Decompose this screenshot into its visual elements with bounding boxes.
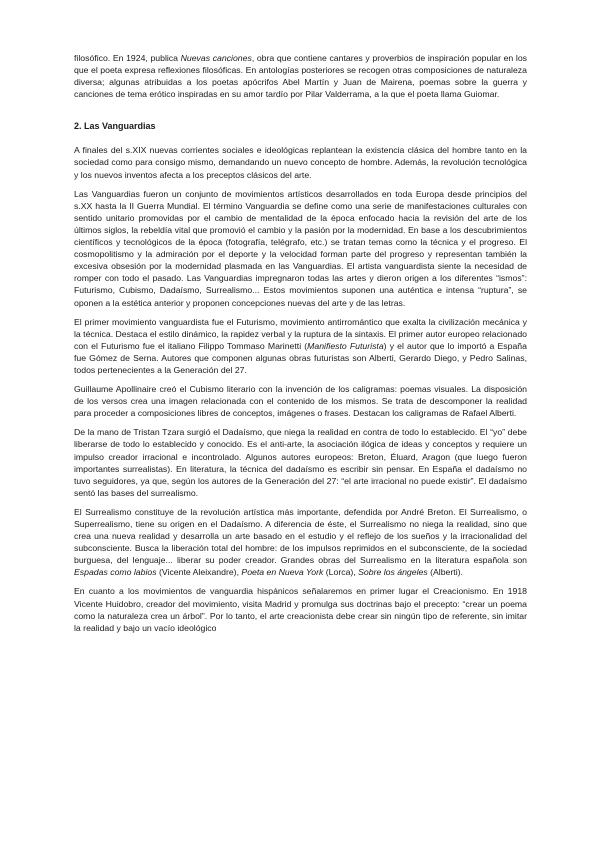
text-run: El primer movimiento vanguardista fue el Futurismo, movimiento antirromántico que exalta la civilización mecánica y la técnica. Destaca el estilo dinámico, la rapidez verbal y la ruptura de la sintaxis. El primer autor europeo relacionado con el Futurismo fue el italiano Filippo Tommaso Marinetti ( bbox=[74, 316, 527, 351]
text-run: A finales del s.XIX nuevas corrientes sociales e ideológicas replantean la existencia clásica del hombre tanto en la sociedad como para consigo mismo, demandando un nuevo concepto de hombre. Además, la revolución tecnológica y los nuevos inventos afecta a los preceptos clásicos del arte. bbox=[74, 145, 527, 180]
text-run: El Surrealismo constituye de la revolución artística más importante, defendida por André Breton. El Surrealismo, o Superrealismo, tiene su origen en el Dadaísmo. A diferencia de éste, el Surrealismo no niega la realidad, sino que crea una nueva realidad y desarrolla un arte basado en el estudio y el reflejo de los sueños y la irracionalidad del subconsciente. Busca la liberación total del hombre: de los impulsos reprimidos en el subconsciente, de la sociedad burguesa, del lenguaje... liberar su poder creador. Grandes obras del Surrealismo en la literatura española son bbox=[74, 506, 527, 566]
text-run: (Alberti). bbox=[427, 567, 463, 578]
section-title: 2. Las Vanguardias bbox=[74, 121, 156, 132]
paragraph-vanguardias-definition bbox=[74, 188, 527, 309]
text-run: En cuanto a los movimientos de vanguardia hispánicos señalaremos en primer lugar el Creacionismo. En 1918 Vicente Huidobro, creador del movimiento, visita Madrid y promulga sus doctrinas bajo el precepto: “crear un poema como la naturaleza crea un árbol”. Por lo tanto, el arte creacionista debe crear sin ningún tipo de referente, sin imitar la realidad y bajo un vacío ideológico bbox=[74, 586, 527, 633]
paragraph-futurismo bbox=[74, 316, 527, 376]
book-title: Nuevas canciones bbox=[180, 53, 252, 63]
book-title: Espadas como labios bbox=[74, 567, 157, 578]
book-title: Manifiesto Futurista bbox=[307, 340, 384, 351]
text-run: (Vicente Aleixandre), bbox=[156, 567, 242, 578]
text-run: Guillaume Apollinaire creó el Cubismo literario con la invención de los caligramas: poemas visuales. La disposición de los versos crea una imagen relacionada con el contenido de los mismos. Se trata de descomponer la realidad para proceder a composiciones libres de conceptos, imágenes o frases. Destacan los caligramas de Rafael Alberti. bbox=[74, 384, 527, 419]
paragraph-creacionismo bbox=[74, 585, 527, 633]
text-run: (Lorca), bbox=[323, 567, 359, 578]
paragraph-cubismo bbox=[74, 383, 527, 419]
book-title: Sobre los ángeles bbox=[358, 567, 428, 578]
text-run: ) y el autor que lo importó a España fue Gómez de Serna. Autores que componen algunas obras futuristas son Alberti, Gerardo Diego, y Pedro Salinas, todos pertenecientes a la Generación del 27. bbox=[74, 340, 527, 375]
text-run: Las Vanguardias fueron un conjunto de movimientos artísticos desarrollados en toda Europa desde principios del s.XX hasta la II Guerra Mundial. El término Vanguardia se define como una serie de manifestaciones culturales con sentido unitario promovidas por el cambio de mentalidad de la época enfocado hacia la revisión del arte de los últimos siglos, la rebeldía vital que promovió el cambio y la pasión por la modernidad. En base a los descubrimientos científicos y tecnológicos de la época (fotografía, telégrafo, etc.) se tratan temas como la técnica y el progreso. El cosmopolitismo y la admiración por el deporte y la velocidad forman parte del progreso y representan también la excesiva obsesión por la modernidad plasmada en las Vanguardias. El artista vanguardista siente la necesidad de romper con todo el pasado. Las Vanguardias impregnaron todas las artes y dieron origen a los diferentes “ismos”: Futurismo, Cubismo, Dadaísmo, Surrealismo... Estos movimientos suponen una auténtica e intensa “ruptura”, se oponen a la estética anterior y proponen concepciones nuevas del arte y de las letras. bbox=[74, 188, 527, 308]
book-title: Poeta en Nueva York bbox=[241, 567, 324, 578]
intro-paragraph bbox=[74, 52, 527, 100]
text-run: , obra que contiene cantares y proverbios de inspiración popular en los que el poeta expresa reflexiones filosóficas. En antologías posteriores se recogen otras composiciones de naturaleza diversa; algunas atribuidas a los poetas apócrifos Abel Martín y Juan de Mairena, poemas sobre la guerra y canciones de tema erótico inspiradas en su amor tardío por Pilar Valderrama, a la que el poeta llama Guiomar. bbox=[74, 53, 527, 100]
paragraph-context bbox=[74, 144, 527, 180]
paragraph-surrealismo bbox=[74, 506, 527, 579]
text-run: De la mano de Tristan Tzara surgió el Dadaísmo, que niega la realidad en contra de todo lo establecido. El “yo” debe liberarse de todo lo establecido y conocido. Es el anti-arte, la asociación ilógica de ideas y conceptos y requiere un impulso creador irracional e incontrolado. Algunos autores europeos: Breton, Éluard, Aragon (que luego fueron importantes surrealistas). En literatura, la técnica del dadaísmo es escribir sin pensar. En España el dadaísmo no tuvo seguidores, ya que, según los autores de la Generación del 27: “el arte irracional no puede existir”. El dadaísmo sentó las bases del surrealismo. bbox=[74, 427, 527, 498]
paragraph-dadaismo bbox=[74, 426, 527, 499]
text-run: filosófico. En 1924, publica bbox=[74, 53, 181, 63]
